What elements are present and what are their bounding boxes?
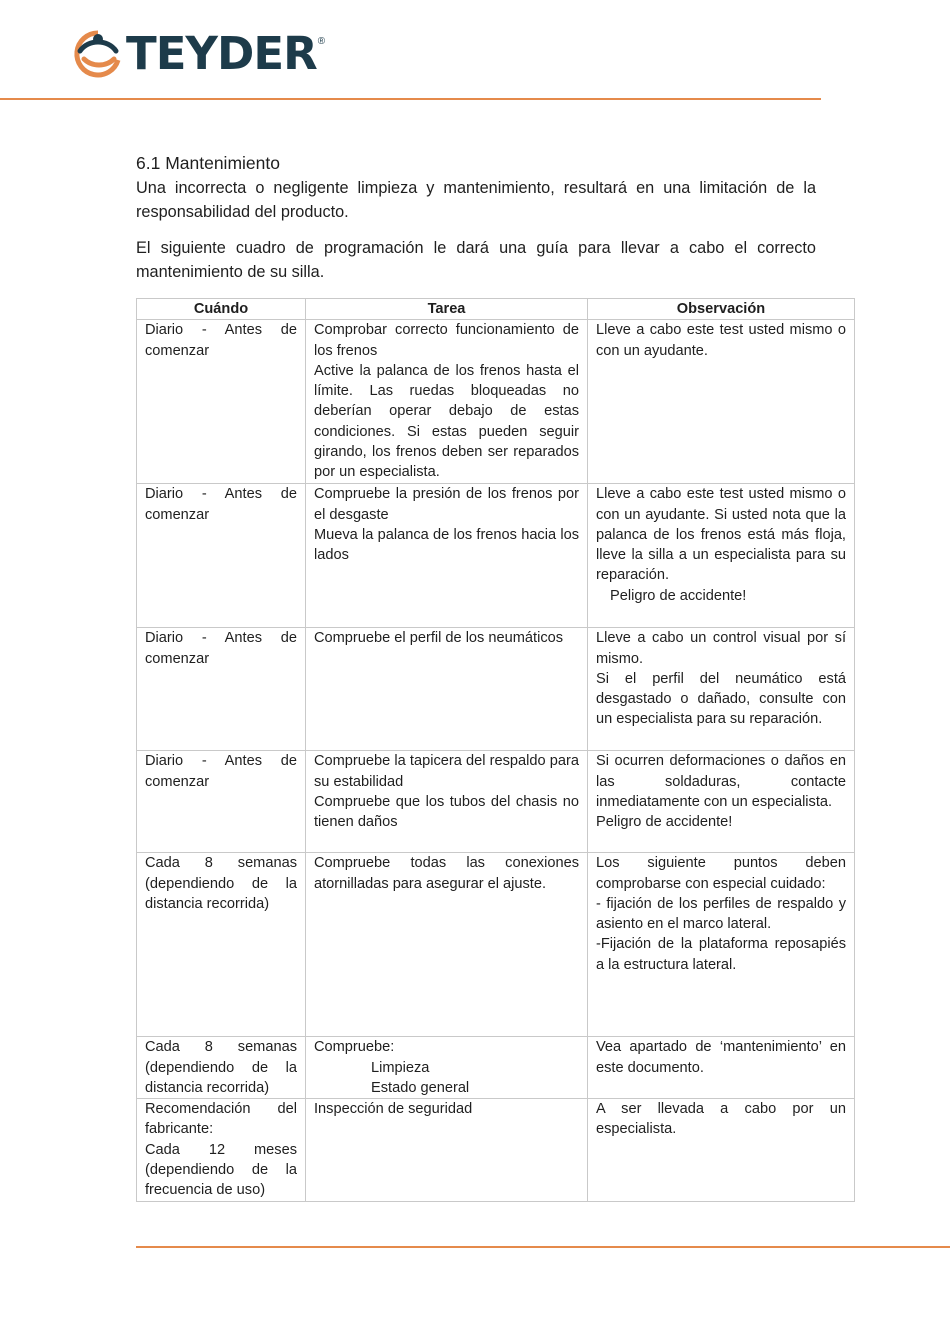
table-row — [137, 1037, 855, 1099]
cell-text: Compruebe la tapicera del respaldo para su estabilidad — [314, 753, 579, 790]
warning-text: Peligro de accidente! — [596, 814, 733, 831]
cell-observation — [588, 628, 855, 751]
cell-task — [306, 484, 588, 628]
cell-task — [306, 1099, 588, 1201]
cell-text: Compruebe que los tubos del chasis no tienen daños — [314, 793, 579, 831]
table-row — [137, 628, 855, 751]
section-title: 6.1 Mantenimiento — [136, 153, 280, 173]
header-divider — [0, 98, 821, 100]
cell-text: Cada 8 semanas (dependiendo de la distancia recorrida) — [145, 855, 297, 912]
registered-mark: ® — [317, 36, 326, 47]
cell-text: Lleve a cabo un control visual por sí mismo. — [596, 630, 846, 667]
cell-text: Mueva la palanca de los frenos hacia los lados — [314, 526, 579, 564]
cell-when — [137, 320, 306, 484]
cell-when — [137, 1037, 306, 1099]
cell-text: Diario - Antes de comenzar — [145, 486, 297, 523]
cell-text: Vea apartado de ‘mantenimiento’ en este documento. — [596, 1039, 846, 1076]
cell-text: -Fijación de la plataforma reposapiés a la estructura lateral. — [596, 936, 846, 973]
cell-observation — [588, 751, 855, 853]
cell-text: Diario - Antes de comenzar — [145, 322, 297, 359]
intro-paragraph: Una incorrecta o negligente limpieza y mantenimiento, resultará en una limitación de la responsabilidad del producto. — [136, 179, 816, 221]
cell-text: Compruebe la presión de los frenos por el desgaste — [314, 486, 579, 523]
cell-when — [137, 484, 306, 628]
logo-wordmark: TEYDER — [126, 27, 317, 80]
cell-text: Compruebe: — [314, 1039, 395, 1056]
cell-text: - fijación de los perfiles de respaldo y asiento en el marco lateral. — [596, 895, 846, 933]
cell-task — [306, 628, 588, 751]
footer-divider — [136, 1246, 950, 1248]
cell-text: Compruebe el perfil de los neumáticos — [314, 630, 564, 647]
cell-text: A ser llevada a cabo por un especialista. — [596, 1101, 846, 1138]
cell-text: Los siguiente puntos deben comprobarse con especial cuidado: — [596, 855, 846, 892]
cell-task — [306, 320, 588, 484]
schedule-intro-paragraph: El siguiente cuadro de programación le dará una guía para llevar a cabo el correcto mantenimiento de su silla. — [136, 239, 816, 281]
cell-text: Compruebe todas las conexiones atornilladas para asegurar el ajuste. — [314, 855, 579, 892]
column-header-observation: Observación — [588, 299, 855, 320]
list-item: Limpieza — [371, 1059, 430, 1076]
cell-text: Si ocurren deformaciones o daños en las soldaduras, contacte inmediatamente con un especialista. — [596, 753, 846, 810]
cell-when — [137, 1099, 306, 1201]
cell-observation — [588, 853, 855, 1037]
table-row — [137, 751, 855, 853]
cell-observation — [588, 320, 855, 484]
list-item: Estado general — [371, 1079, 470, 1096]
cell-observation — [588, 1099, 855, 1201]
maintenance-schedule-table — [136, 298, 855, 1202]
table-row — [137, 853, 855, 1037]
cell-text: Lleve a cabo este test usted mismo o con un ayudante. — [596, 322, 846, 359]
cell-text: Comprobar correcto funcionamiento de los frenos — [314, 322, 579, 359]
cell-task — [306, 751, 588, 853]
cell-text: Active la palanca de los frenos hasta el límite. Las ruedas bloqueadas no deberían operar debajo de estas condiciones. Si estas pueden seguir girando, los frenos deben ser reparados por un especialista. — [314, 362, 579, 481]
cell-text: Cada 8 semanas (dependiendo de la distancia recorrida) — [145, 1039, 297, 1096]
table-row — [137, 1099, 855, 1201]
teyder-logo — [72, 28, 325, 80]
cell-text: Inspección de seguridad — [314, 1101, 473, 1118]
cell-text: Si el perfil del neumático está desgastado o dañado, consulte con un especialista para su reparación. — [596, 670, 846, 728]
cell-task — [306, 1037, 588, 1099]
cell-text: Lleve a cabo este test usted mismo o con un ayudante. Si usted nota que la palanca de los frenos está más floja, lleve la silla a un especialista para su reparación. — [596, 486, 846, 584]
cell-text: Recomendación del fabricante: — [145, 1101, 297, 1138]
teyder-emblem-icon — [72, 29, 124, 79]
cell-when — [137, 853, 306, 1037]
table-row — [137, 484, 855, 628]
cell-when — [137, 628, 306, 751]
cell-text: Diario - Antes de comenzar — [145, 753, 297, 790]
cell-text: Cada 12 meses (dependiendo de la frecuencia de uso) — [145, 1141, 297, 1199]
column-header-task: Tarea — [306, 299, 588, 320]
warning-text: Peligro de accidente! — [610, 587, 747, 604]
cell-observation — [588, 484, 855, 628]
table-row — [137, 320, 855, 484]
column-header-when: Cuándo — [137, 299, 306, 320]
table-header-row — [137, 299, 855, 320]
cell-task — [306, 853, 588, 1037]
section-body — [136, 152, 816, 284]
cell-observation — [588, 1037, 855, 1099]
cell-when — [137, 751, 306, 853]
cell-text: Diario - Antes de comenzar — [145, 630, 297, 667]
